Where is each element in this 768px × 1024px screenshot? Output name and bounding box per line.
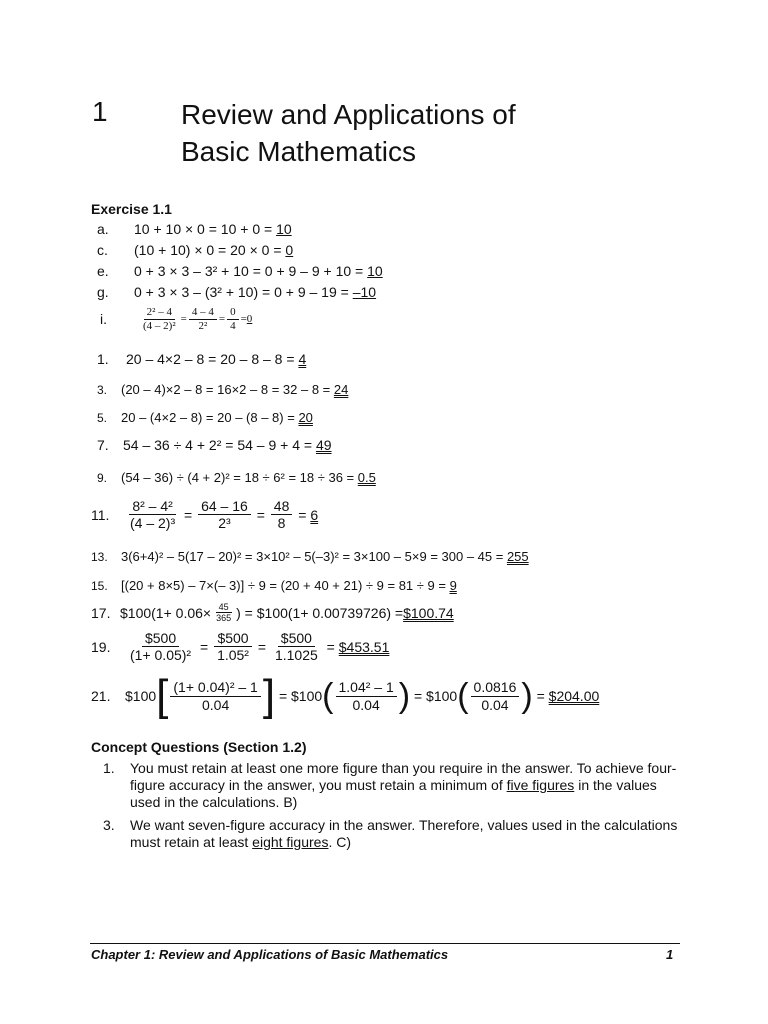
item-label: 1. (97, 351, 109, 367)
item-label: 11. (91, 506, 110, 523)
numerator: 64 – 16 (198, 498, 251, 515)
item-answer: $100.74 (403, 604, 454, 621)
item-label: 1. (103, 760, 115, 776)
denominator: 0.04 (201, 696, 230, 713)
denominator: 1.1025 (274, 647, 318, 664)
problem-5 (97, 409, 313, 425)
item-text: (10 + 10) × 0 = 20 × 0 = (134, 242, 286, 258)
item-answer: 10 (276, 221, 292, 237)
item-label: 3. (103, 817, 115, 833)
text-part: We want seven-figure accuracy in the answer. Therefore, values used in the calculations must retain at least (130, 817, 678, 850)
denominator: 8 (277, 515, 286, 532)
numerator: $500 (278, 630, 315, 647)
fraction (272, 630, 321, 663)
text-part: You must retain at least one more figure than you require in the answer. To achieve four-figure accuracy in the answer, you must retain a minimum of (130, 760, 677, 793)
denominator: 365 (216, 613, 232, 624)
numerator: 2² – 4 (144, 306, 175, 320)
fraction (213, 602, 234, 624)
denominator: (4 – 2)³ (130, 515, 176, 532)
text-part: in the values used in the calculations. B) (130, 777, 657, 810)
item-label: e. (97, 263, 109, 279)
fraction (336, 679, 397, 712)
item-label: c. (97, 242, 108, 258)
denominator: 0.04 (481, 696, 509, 713)
item-label: 15. (91, 579, 108, 593)
denominator: 1.05² (217, 647, 249, 664)
denominator: (4 – 2)² (143, 319, 176, 332)
exercise-item-g (97, 284, 376, 300)
fraction (127, 498, 178, 531)
item-text: 0 + 3 × 3 – (3² + 10) = 0 + 9 – 19 = (134, 284, 353, 300)
numerator: 8² – 4² (129, 498, 175, 515)
problem-7 (97, 437, 332, 453)
chapter-title (181, 96, 516, 170)
item-label: a. (97, 221, 109, 237)
item-answer: 0.5 (357, 470, 376, 485)
exercise-heading: Exercise 1.1 (91, 201, 172, 217)
numerator: 0.0816 (471, 679, 520, 696)
denominator: 2³ (218, 515, 231, 532)
fraction (198, 498, 251, 531)
problem-9 (97, 469, 376, 485)
item-answer: 6 (310, 506, 319, 523)
numerator: 48 (271, 498, 293, 515)
item-answer: 24 (333, 382, 349, 397)
exercise-item-e (97, 263, 383, 279)
denominator: 2² (198, 319, 208, 332)
fraction (140, 306, 179, 332)
problem-19: 19. $\frac{\$500}{\text{(1+ 0.05)²}}$ = $\frac{\$500}{\text{1.05²}}$ = $\frac{\$500}{1.1025}$ = $453.51 (91, 630, 390, 664)
item-label: 19. (91, 638, 111, 655)
exercise-item-i: i. $\frac{\text{2² – 4}}{\text{(4 – 2)²}}$ = $\frac{4 - 4}{\text{2²}}$ = $\frac{0}{4}$ = 0 (100, 306, 253, 332)
item-label: 7. (97, 437, 109, 453)
problem-3 (97, 381, 348, 397)
item-text: [(20 + 8×5) – 7×(– 3)] ÷ 9 = (20 + 40 + 21) ÷ 9 = 81 ÷ 9 = (121, 578, 450, 593)
item-text-part2: ) = $100(1+ 0.00739726) = (236, 604, 404, 621)
footer-page-number: 1 (666, 947, 674, 962)
concept-heading: Concept Questions (Section 1.2) (91, 739, 307, 755)
problem-21: 21. $100 [ $\frac{\text{(1+ 0.04)² – 1}}{0.04}$ ] = $100 ( $\frac{\text{1.04² – 1}}{0.04}$ ) = $100 ( $\frac{0.0816}{0.04}$ ) = $204.00 (91, 671, 600, 720)
item-label: 13. (91, 550, 108, 564)
item-prefix: $100 (125, 688, 157, 704)
item-text: 20 – (4×2 – 8) = 20 – (8 – 8) = (121, 410, 299, 425)
item-label: 21. (91, 688, 111, 704)
numerator: $500 (142, 630, 179, 647)
item-text: 10 + 10 × 0 = 10 + 0 = (134, 221, 277, 237)
item-answer: 0 (285, 242, 294, 258)
numerator: $500 (214, 630, 251, 647)
numerator: 1.04² – 1 (336, 679, 397, 696)
fraction (471, 679, 520, 712)
fraction (214, 630, 252, 663)
chapter-number: 1 (92, 96, 108, 127)
item-label: 3. (97, 383, 108, 397)
exercise-item-c (97, 242, 293, 258)
item-text: 54 – 36 ÷ 4 + 2² = 54 – 9 + 4 = (123, 437, 316, 453)
item-answer: 9 (449, 578, 457, 593)
item-answer: 4 (298, 351, 307, 367)
underlined-text: eight figures (252, 834, 329, 850)
underlined-text: five figures (506, 777, 575, 793)
item-text: 0 + 3 × 3 – 3² + 10 = 0 + 9 – 9 + 10 = (134, 263, 368, 279)
item-answer: 10 (367, 263, 383, 279)
problem-11: 11. $\frac{\text{8² – 4²}}{\text{(4 – 2)³}}$ = $\frac{64 - 16}{\text{2³}}$ = $\frac{48}{8}$ = 6 (91, 498, 319, 532)
problem-1 (97, 351, 306, 367)
chapter-title-line1: Review and Applications of (181, 99, 516, 130)
text-part: . C) (328, 834, 352, 850)
fraction (227, 306, 239, 332)
item-answer: 255 (506, 549, 529, 564)
concept-q1-text (130, 760, 690, 811)
exercise-item-a (97, 221, 292, 237)
item-answer: 49 (315, 437, 332, 453)
concept-q3-text (130, 817, 690, 851)
item-answer: –10 (352, 284, 377, 300)
item-text: 3(6+4)² – 5(17 – 20)² = 3×10² – 5(–3)² = 3×100 – 5×9 = 300 – 45 = (121, 549, 507, 564)
numerator: 0 (227, 306, 239, 320)
item-label: 17. (91, 604, 111, 621)
fraction (189, 306, 217, 332)
problem-15 (91, 577, 457, 593)
problem-17 (91, 602, 454, 624)
item-label: i. (100, 311, 107, 328)
item-label: 9. (97, 471, 108, 485)
problem-13 (91, 548, 529, 564)
item-label: g. (97, 284, 109, 300)
denominator: 0.04 (352, 696, 380, 713)
fraction (127, 630, 194, 663)
chapter-title-line2: Basic Mathematics (181, 136, 416, 167)
denominator: (1+ 0.05)² (130, 647, 192, 664)
item-text: 20 – 4×2 – 8 = 20 – 8 – 8 = (126, 351, 299, 367)
item-answer: $204.00 (548, 688, 600, 704)
item-text: (20 – 4)×2 – 8 = 16×2 – 8 = 32 – 8 = (121, 382, 334, 397)
fraction (170, 679, 260, 712)
footer-chapter-title: Chapter 1: Review and Applications of Basic Mathematics (91, 947, 449, 962)
footer-rule (90, 943, 680, 944)
item-label: 5. (97, 411, 108, 425)
item-answer: $453.51 (338, 638, 390, 655)
item-answer: 0 (246, 313, 253, 326)
numerator: 45 (216, 602, 232, 613)
numerator: 4 – 4 (189, 306, 217, 320)
item-text-part1: $100(1+ 0.06× (120, 604, 212, 621)
denominator: 4 (230, 319, 236, 332)
fraction (271, 498, 293, 531)
item-text: (54 – 36) ÷ (4 + 2)² = 18 ÷ 6² = 18 ÷ 36 = (121, 470, 358, 485)
item-answer: 20 (298, 410, 313, 425)
numerator: (1+ 0.04)² – 1 (170, 679, 260, 696)
